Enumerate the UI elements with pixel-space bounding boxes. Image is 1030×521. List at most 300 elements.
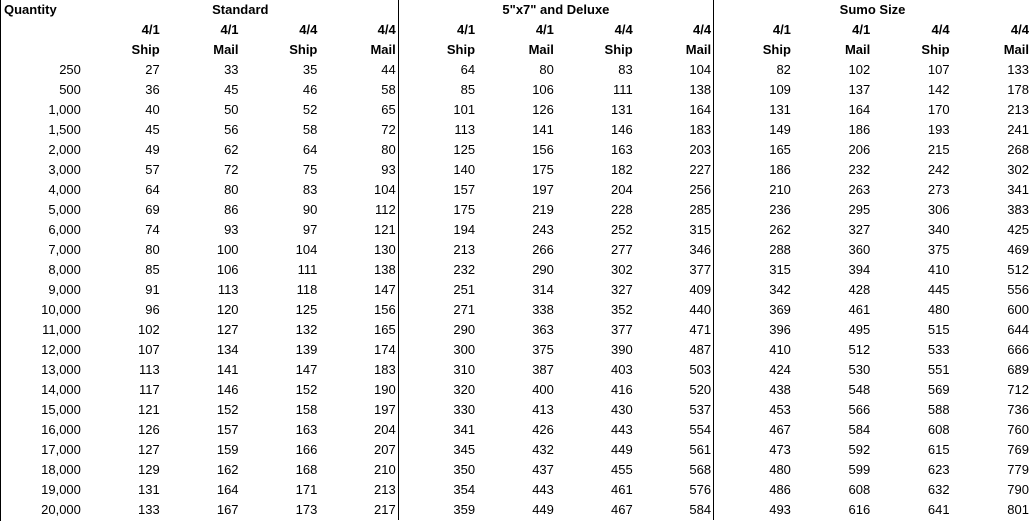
table-row: [1, 200, 1030, 220]
group-header-standard: Standard: [83, 0, 398, 20]
price-cell: 375: [532, 342, 554, 357]
price-cell: 228: [611, 202, 633, 217]
table-row: [1, 420, 1030, 440]
column-subheader: Ship: [289, 42, 318, 57]
price-cell: 204: [319, 420, 398, 440]
quantity-cell: 10,000: [41, 302, 81, 317]
quantity-cell: 18,000: [41, 462, 81, 477]
column-subheader: Ship: [604, 42, 633, 57]
quantity-cell: 14,000: [41, 382, 81, 397]
price-cell: 266: [532, 242, 554, 257]
price-cell: 65: [319, 100, 398, 120]
price-cell: 359: [453, 502, 476, 517]
price-cell: 157: [453, 182, 476, 197]
quantity-cell: 2,000: [48, 142, 81, 157]
price-cell: 236: [769, 202, 791, 217]
price-cell: 342: [769, 282, 791, 297]
price-cell: 377: [611, 322, 633, 337]
price-cell: 100: [216, 242, 239, 257]
price-cell: 310: [453, 362, 476, 377]
price-cell: 74: [145, 222, 160, 237]
price-cell: 566: [848, 402, 871, 417]
price-cell: 443: [532, 482, 554, 497]
table-row: [1, 100, 1030, 120]
price-cell: 35: [302, 62, 318, 77]
price-cell: 736: [1007, 402, 1029, 417]
price-cell: 147: [319, 280, 398, 300]
price-cell: 760: [1007, 422, 1029, 437]
quantity-cell: 5,000: [48, 202, 81, 217]
price-cell: 80: [539, 62, 554, 77]
price-cell: 400: [532, 382, 554, 397]
price-cell: 215: [927, 142, 950, 157]
table-row: [1, 320, 1030, 340]
price-cell: 445: [927, 282, 950, 297]
price-cell: 480: [927, 302, 950, 317]
quantity-header: Quantity: [4, 2, 57, 17]
price-cell: 576: [635, 480, 714, 500]
column-subheader: 4/4: [319, 20, 398, 40]
price-cell: 268: [1007, 142, 1029, 157]
column-subheader: Mail: [1003, 42, 1029, 57]
price-cell: 341: [453, 422, 476, 437]
price-cell: 300: [453, 342, 476, 357]
quantity-cell: 3,000: [48, 162, 81, 177]
price-cell: 263: [848, 182, 871, 197]
price-cell: 83: [302, 182, 318, 197]
price-cell: 140: [453, 162, 476, 177]
price-cell: 467: [769, 422, 791, 437]
price-cell: 449: [611, 442, 633, 457]
price-cell: 45: [224, 82, 239, 97]
price-cell: 537: [635, 400, 714, 420]
price-cell: 666: [1007, 342, 1029, 357]
price-cell: 194: [453, 222, 476, 237]
price-cell: 315: [769, 262, 791, 277]
price-cell: 131: [138, 482, 160, 497]
price-cell: 569: [927, 382, 950, 397]
price-cell: 390: [611, 342, 633, 357]
price-cell: 801: [1007, 502, 1029, 517]
price-cell: 432: [532, 442, 554, 457]
price-cell: 93: [319, 160, 398, 180]
price-cell: 64: [460, 62, 476, 77]
price-cell: 62: [224, 142, 239, 157]
price-cell: 449: [532, 502, 554, 517]
price-cell: 568: [635, 460, 714, 480]
price-cell: 341: [1007, 182, 1029, 197]
price-cell: 375: [927, 242, 950, 257]
price-cell: 133: [1007, 62, 1029, 77]
price-cell: 548: [848, 382, 871, 397]
price-cell: 443: [611, 422, 633, 437]
price-cell: 288: [769, 242, 791, 257]
price-cell: 394: [848, 262, 871, 277]
column-subheader: Ship: [921, 42, 950, 57]
price-cell: 45: [145, 122, 160, 137]
column-subheader: 4/4: [635, 20, 714, 40]
price-cell: 164: [635, 100, 714, 120]
price-cell: 779: [1007, 462, 1029, 477]
table-row: [1, 340, 1030, 360]
price-cell: 461: [848, 302, 871, 317]
price-cell: 461: [611, 482, 633, 497]
quantity-cell: 13,000: [41, 362, 81, 377]
quantity-cell: 1,000: [48, 102, 81, 117]
price-cell: 58: [319, 80, 398, 100]
quantity-cell: 4,000: [48, 182, 81, 197]
price-cell: 256: [635, 180, 714, 200]
price-cell: 515: [927, 322, 950, 337]
price-cell: 117: [138, 382, 160, 397]
column-subheader: 4/1: [852, 22, 871, 37]
price-cell: 182: [611, 162, 633, 177]
quantity-cell: 17,000: [41, 442, 81, 457]
price-cell: 644: [1007, 322, 1029, 337]
column-subheader: 4/4: [614, 22, 633, 37]
price-cell: 120: [216, 302, 239, 317]
price-cell: 487: [635, 340, 714, 360]
price-cell: 138: [319, 260, 398, 280]
price-cell: 769: [1007, 442, 1029, 457]
price-cell: 72: [224, 162, 239, 177]
price-cell: 438: [769, 382, 791, 397]
group-header-sumo-size: Sumo Size: [839, 2, 906, 17]
price-cell: 396: [769, 322, 791, 337]
price-cell: 213: [453, 242, 476, 257]
price-cell: 156: [319, 300, 398, 320]
quantity-cell: 15,000: [41, 402, 81, 417]
price-cell: 495: [848, 322, 871, 337]
price-cell: 91: [145, 282, 160, 297]
price-cell: 271: [453, 302, 476, 317]
column-subheader: Mail: [319, 40, 398, 60]
price-cell: 377: [635, 260, 714, 280]
price-cell: 689: [1007, 362, 1029, 377]
price-cell: 111: [297, 262, 318, 277]
price-cell: 306: [927, 202, 950, 217]
column-subheader: 4/4: [1010, 22, 1029, 37]
price-cell: 197: [319, 400, 398, 420]
table-row: [1, 460, 1030, 480]
price-cell: 109: [769, 82, 791, 97]
price-cell: 96: [145, 302, 160, 317]
price-cell: 213: [1007, 102, 1029, 117]
price-cell: 156: [532, 142, 554, 157]
column-subheader: 4/1: [220, 22, 239, 37]
price-cell: 554: [635, 420, 714, 440]
table-row: [1, 220, 1030, 240]
price-cell: 159: [216, 442, 239, 457]
header-blank-cell: [1, 40, 83, 60]
group-header-5x7-deluxe: 5"x7" and Deluxe: [398, 0, 713, 20]
price-cell: 206: [848, 142, 871, 157]
price-cell: 232: [848, 162, 871, 177]
price-cell: 251: [453, 282, 476, 297]
price-cell: 440: [635, 300, 714, 320]
price-cell: 126: [532, 102, 554, 117]
price-cell: 101: [453, 102, 476, 117]
price-cell: 186: [769, 162, 791, 177]
price-cell: 133: [138, 502, 160, 517]
price-cell: 86: [224, 202, 239, 217]
price-cell: 33: [224, 62, 239, 77]
header-row-groups: [1, 0, 1030, 20]
price-cell: 137: [848, 82, 871, 97]
price-cell: 106: [532, 82, 554, 97]
column-subheader: Mail: [844, 42, 871, 57]
price-cell: 409: [635, 280, 714, 300]
price-cell: 410: [769, 342, 791, 357]
price-cell: 410: [927, 262, 950, 277]
price-cell: 556: [1007, 282, 1029, 297]
price-cell: 118: [296, 282, 318, 297]
price-cell: 213: [319, 480, 398, 500]
price-cell: 243: [532, 222, 554, 237]
price-cell: 80: [224, 182, 239, 197]
price-cell: 129: [138, 462, 160, 477]
table-row: [1, 80, 1030, 100]
price-cell: 146: [611, 122, 633, 137]
header-row-method: [1, 40, 1030, 60]
price-cell: 146: [216, 382, 239, 397]
price-cell: 85: [145, 262, 160, 277]
table-row: [1, 240, 1030, 260]
price-cell: 512: [1007, 262, 1029, 277]
quantity-cell: 11,000: [42, 322, 81, 337]
table-row: [1, 120, 1030, 140]
table-row: [1, 360, 1030, 380]
price-cell: 290: [532, 262, 554, 277]
price-cell: 426: [532, 422, 554, 437]
price-cell: 455: [611, 462, 633, 477]
column-subheader: 4/1: [535, 22, 554, 37]
price-cell: 168: [295, 462, 318, 477]
price-cell: 85: [460, 82, 476, 97]
price-cell: 584: [635, 500, 714, 520]
price-cell: 608: [927, 422, 950, 437]
price-cell: 44: [319, 60, 398, 80]
price-cell: 302: [611, 262, 633, 277]
price-cell: 183: [635, 120, 714, 140]
column-subheader: 4/4: [931, 22, 950, 37]
price-cell: 632: [927, 482, 950, 497]
price-cell: 64: [145, 182, 160, 197]
price-cell: 80: [145, 242, 160, 257]
price-cell: 83: [618, 62, 633, 77]
price-cell: 345: [453, 442, 476, 457]
price-cell: 174: [319, 340, 398, 360]
price-cell: 107: [927, 62, 950, 77]
column-subheader: 4/4: [299, 22, 318, 37]
price-cell: 167: [216, 502, 239, 517]
table-row: [1, 480, 1030, 500]
price-cell: 149: [769, 122, 791, 137]
price-cell: 104: [319, 180, 398, 200]
price-cell: 127: [138, 442, 160, 457]
price-cell: 428: [848, 282, 871, 297]
price-cell: 141: [532, 122, 554, 137]
price-cell: 600: [1007, 302, 1029, 317]
price-cell: 170: [927, 102, 950, 117]
price-cell: 387: [532, 362, 554, 377]
price-cell: 134: [216, 342, 239, 357]
price-cell: 346: [635, 240, 714, 260]
quantity-cell: 16,000: [41, 422, 81, 437]
price-cell: 165: [769, 142, 791, 157]
price-cell: 712: [1007, 382, 1029, 397]
price-cell: 232: [453, 262, 476, 277]
price-cell: 173: [295, 502, 318, 517]
quantity-cell: 19,000: [41, 482, 81, 497]
price-cell: 69: [145, 202, 160, 217]
table-row: [1, 160, 1030, 180]
price-cell: 52: [302, 102, 318, 117]
price-cell: 36: [145, 82, 160, 97]
price-cell: 277: [611, 242, 633, 257]
quantity-cell: 20,000: [41, 502, 81, 517]
price-cell: 599: [848, 462, 871, 477]
price-cell: 121: [138, 402, 160, 417]
price-cell: 190: [319, 380, 398, 400]
price-cell: 453: [769, 402, 791, 417]
price-cell: 354: [453, 482, 476, 497]
price-cell: 50: [224, 102, 239, 117]
price-cell: 64: [302, 142, 318, 157]
table-row: [1, 280, 1030, 300]
price-cell: 72: [319, 120, 398, 140]
table-row: [1, 260, 1030, 280]
price-cell: 561: [635, 440, 714, 460]
header-blank-cell: [1, 20, 83, 40]
price-cell: 473: [769, 442, 791, 457]
price-cell: 217: [319, 500, 398, 520]
price-cell: 314: [532, 282, 554, 297]
table-row: [1, 380, 1030, 400]
price-cell: 242: [927, 162, 950, 177]
column-subheader: 4/1: [772, 22, 791, 37]
price-cell: 360: [848, 242, 871, 257]
price-cell: 163: [295, 422, 318, 437]
price-cell: 207: [319, 440, 398, 460]
table-row: [1, 500, 1030, 520]
price-cell: 113: [454, 122, 476, 137]
price-cell: 210: [319, 460, 398, 480]
price-cell: 106: [216, 262, 239, 277]
quantity-cell: 500: [59, 82, 81, 97]
price-cell: 608: [848, 482, 871, 497]
price-cell: 641: [927, 502, 950, 517]
quantity-cell: 1,500: [48, 122, 81, 137]
price-cell: 171: [295, 482, 318, 497]
price-cell: 102: [848, 62, 871, 77]
price-cell: 369: [769, 302, 791, 317]
price-cell: 352: [611, 302, 633, 317]
price-cell: 471: [635, 320, 714, 340]
header-row-sides: [1, 20, 1030, 40]
column-subheader: Ship: [446, 42, 476, 57]
price-cell: 139: [295, 342, 318, 357]
price-cell: 57: [145, 162, 160, 177]
column-subheader: 4/1: [456, 22, 476, 37]
price-cell: 163: [611, 142, 633, 157]
table-row: [1, 300, 1030, 320]
price-cell: 327: [848, 222, 871, 237]
price-cell: 178: [1007, 82, 1029, 97]
price-cell: 112: [319, 200, 398, 220]
price-cell: 615: [927, 442, 950, 457]
price-cell: 111: [612, 82, 633, 97]
price-cell: 75: [302, 162, 318, 177]
price-cell: 790: [1007, 482, 1029, 497]
price-cell: 252: [611, 222, 633, 237]
price-cell: 164: [216, 482, 239, 497]
price-cell: 107: [138, 342, 160, 357]
price-cell: 425: [1007, 222, 1029, 237]
price-cell: 27: [145, 62, 160, 77]
quantity-cell: 6,000: [48, 222, 81, 237]
price-cell: 241: [1007, 122, 1029, 137]
price-cell: 193: [927, 122, 950, 137]
price-cell: 295: [848, 202, 871, 217]
price-table: [1, 0, 1030, 520]
price-cell: 486: [769, 482, 791, 497]
table-row: [1, 60, 1030, 80]
price-cell: 46: [302, 82, 318, 97]
column-subheader: Mail: [213, 42, 239, 57]
price-cell: 210: [769, 182, 791, 197]
price-cell: 623: [927, 462, 950, 477]
price-cell: 127: [216, 322, 239, 337]
table-row: [1, 140, 1030, 160]
price-cell: 90: [302, 202, 318, 217]
price-cell: 530: [848, 362, 871, 377]
price-cell: 93: [224, 222, 239, 237]
price-cell: 340: [927, 222, 950, 237]
price-cell: 383: [1007, 202, 1029, 217]
price-cell: 285: [635, 200, 714, 220]
price-cell: 186: [848, 122, 871, 137]
price-cell: 125: [453, 142, 476, 157]
price-cell: 480: [769, 462, 791, 477]
column-subheader: Mail: [635, 40, 714, 60]
price-cell: 315: [635, 220, 714, 240]
price-cell: 403: [611, 362, 633, 377]
price-cell: 290: [453, 322, 476, 337]
price-cell: 164: [848, 102, 871, 117]
price-cell: 141: [216, 362, 239, 377]
price-cell: 97: [302, 222, 318, 237]
price-cell: 204: [611, 182, 633, 197]
price-cell: 113: [217, 282, 239, 297]
column-subheader: 4/1: [141, 22, 160, 37]
price-cell: 424: [769, 362, 791, 377]
price-cell: 262: [769, 222, 791, 237]
price-cell: 413: [532, 402, 554, 417]
price-cell: 175: [532, 162, 554, 177]
quantity-cell: 9,000: [48, 282, 81, 297]
price-cell: 430: [611, 402, 633, 417]
price-cell: 469: [1007, 242, 1029, 257]
price-cell: 512: [848, 342, 871, 357]
price-cell: 273: [927, 182, 950, 197]
price-cell: 82: [776, 62, 791, 77]
price-cell: 166: [295, 442, 318, 457]
price-cell: 302: [1007, 162, 1029, 177]
price-cell: 327: [611, 282, 633, 297]
price-cell: 152: [216, 402, 239, 417]
price-cell: 58: [302, 122, 318, 137]
